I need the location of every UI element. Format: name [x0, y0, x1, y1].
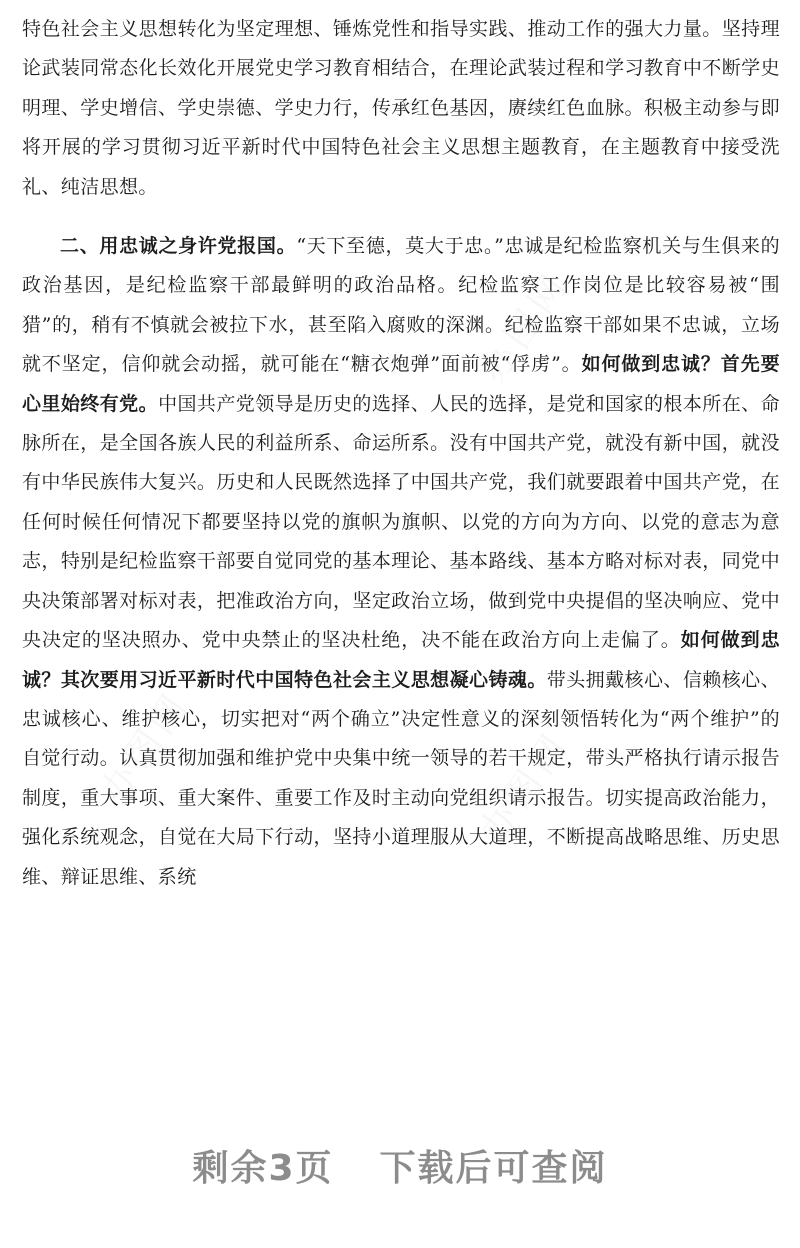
paragraph-text: 中国共产党领导是历史的选择、人民的选择，是党和国家的根本所在、命脉所在，是全国各族人民的利益所系、命运所系。没有中国共产党，就没有新中国，就没有中华民族伟大复兴。历史和人民既然选择了中国共产党，我们就要跟着中国共产党，在任何时候任何情况下都要坚持以党的旗帜为旗帜、以党的方向为方向、以党的意志为意志，特别是纪检监察干部要自觉同党的基本理论、基本路线、基本方略对标对表，同党中央决策部署对标对表，把准政治方向，坚定政治立场，做到党中央提倡的坚决响应、党中央决定的坚决照办、党中央禁止的坚决杜绝，决不能在政治方向上走偏了。 [22, 392, 780, 652]
document-body [22, 0, 780, 897]
paragraph-text: “天下至德，莫大于忠。”忠诚是纪检监察机关与生俱来的政治基因，是纪检监察干部最鲜明的政治品格。纪检监察工作岗位是比较容易被“围猎”的，稍有不慎就会被拉下水，甚至陷入腐败的深渊。纪检监察干部如果不忠诚，立场就不坚定，信仰就会动摇，就可能在“糖衣炮弹”面前被“俘虏”。 [22, 235, 780, 376]
remaining-pages-banner[interactable] [0, 1140, 800, 1191]
section-heading: 二、用忠诚之身许党报国。 [60, 235, 297, 258]
bold-question-2: 如何做到忠诚？其次要用习近平新时代中国特色社会主义思想凝心铸魂。 [22, 629, 780, 691]
paragraph-text: 带头拥戴核心、信赖核心、忠诚核心、维护核心，切实把对“两个确立”决定性意义的深刻领悟转化为“两个维护”的自觉行动。认真贯彻加强和维护党中央集中统一领导的若干规定，带头严格执行请示报告制度，重大事项、重大案件、重要工作及时主动向党组织请示报告。切实提高政治能力，强化系统观念，自觉在大局下行动，坚持小道理服从大道理，不断提高战略思维、历史思维、辩证思维、系统 [22, 668, 780, 888]
bold-question-1: 如何做到忠诚？首先要心里始终有党。 [22, 353, 780, 415]
watermark: 办图网 [92, 683, 199, 811]
paragraph-2 [22, 227, 780, 897]
paragraph-1: 特色社会主义思想转化为坚定理想、锤炼党性和指导实践、推动工作的强大力量。坚持理论武装同常态化长效化开展党史学习教育相结合，在理论武装过程和学习教育中不断学史明理、学史增信、学史崇德、学史力行，传承红色基因，赓续红色血脉。积极主动参与即将开展的学习贯彻习近平新时代中国特色社会主义思想主题教育，在主题教育中接受洗礼、纯洁思想。 [22, 18, 780, 198]
watermark: 办图网 [472, 723, 579, 851]
watermark: 办图网 [472, 263, 579, 391]
remaining-pages-label: 剩余3页 [192, 1148, 334, 1189]
download-prompt: 下载后可查阅 [379, 1148, 608, 1189]
